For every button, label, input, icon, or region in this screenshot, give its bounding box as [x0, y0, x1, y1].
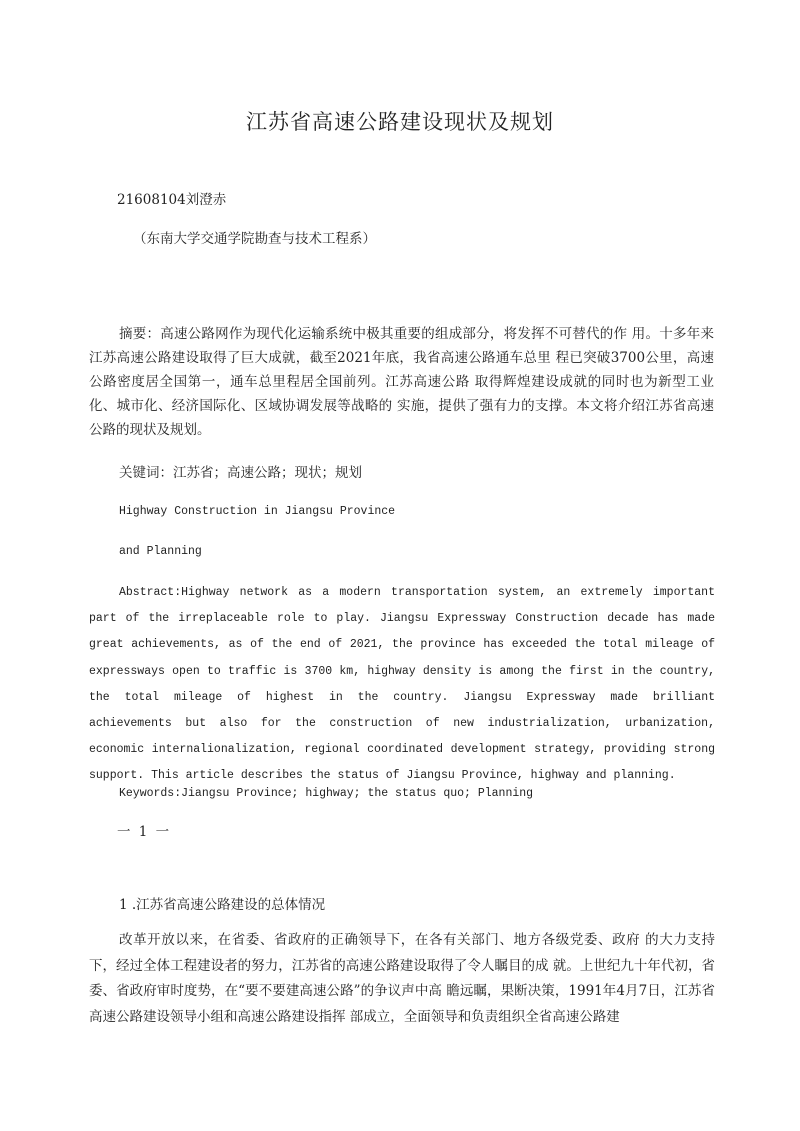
english-abstract: Abstract:Highway network as a modern transportation system, an extremely important part of the irreplaceable role to play. Jiangsu Expressway Construction decade has made great achievements, as of the end of 2021, the province has exceeded the total mileage of expressways open to traffic is 3700 km, highway density is among the first in the country, the total mileage of highest in the country. Jiangsu Expressway made brilliant achievements but also for the construction of new industrialization, urbanization, economic internalionalization, regional coordinated development strategy, providing strong support. This article describes the status of Jiangsu Province, highway and planning.: [89, 586, 715, 783]
chinese-keywords: 关键词：江苏省；高速公路；现状；规划: [119, 465, 362, 481]
chinese-abstract: 摘要：高速公路网作为现代化运输系统中极其重要的组成部分，将发挥不可替代的作 用。十多年来江苏高速公路建设取得了巨大成就，截至2021年底，我省高速公路通车总里 程已突破3700公里，高速公路密度居全国第一，通车总里程居全国前列。江苏高速公路 取得辉煌建设成就的同时也为新型工业化、城市化、经济国际化、区域协调发展等战略的 实施，提供了强有力的支撑。本文将介绍江苏省高速公路的现状及规划。: [89, 326, 714, 438]
affiliation-line: （东南大学交通学院勘查与技术工程系）: [133, 231, 376, 247]
section-heading: 1 .江苏省高速公路建设的总体情况: [119, 897, 326, 913]
page-number: 一 1 一: [117, 824, 172, 840]
english-title-line-2: and Planning: [119, 545, 202, 558]
author-line: 21608104刘澄赤: [117, 192, 227, 208]
section-body-paragraph: 改革开放以来，在省委、省政府的正确领导下，在各有关部门、地方各级党委、政府 的大力支持下，经过全体工程建设者的努力，江苏省的高速公路建设取得了令人瞩目的成 就。上世纪九十年代初，省委、省政府审时度势，在“要不要建高速公路”的争议声中高 瞻远瞩，果断决策，1991年4月7日，江苏省高速公路建设领导小组和高速公路建设指挥 部成立，全面领导和负责组织全省高速公路建: [89, 932, 715, 1025]
english-title-line-1: Highway Construction in Jiangsu Province: [119, 505, 396, 518]
document-title: 江苏省高速公路建设现状及规划: [246, 110, 554, 134]
english-keywords: Keywords:Jiangsu Province; highway; the status quo; Planning: [119, 787, 534, 800]
